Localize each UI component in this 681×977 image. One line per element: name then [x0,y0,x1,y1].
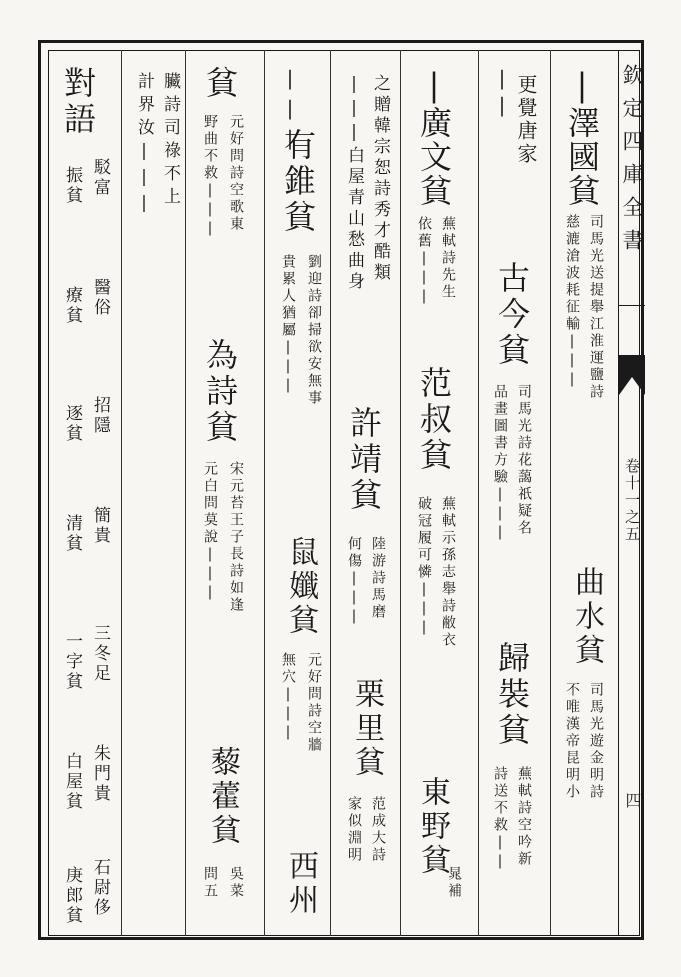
heading-word: 藜藿貧 [205,746,240,848]
annotation: 司馬光詩花藹祇疑名 [516,384,532,537]
column-text: 更覺唐家 [514,74,538,166]
text-column-2 [484,66,544,926]
banner-volume: 卷十一之五 [623,458,641,543]
annotation-text: 家似淵明 [346,796,362,864]
annotation: 陸游詩馬磨 [370,536,386,621]
text-column-5 [270,66,330,926]
pair-second: 一字貧 [62,632,82,692]
annotation-text: 貴累人猶屬||| [280,254,296,396]
heading-word: |廣文貧 [415,66,453,208]
column-divider [400,50,401,936]
pair-first: 醫俗 [90,278,110,318]
annotation: 蕪軾示孫志舉詩敝衣 [440,496,456,649]
annotation: 司馬光送提舉江淮運鹽詩 [588,214,604,401]
heading-word: 許靖貧 [345,406,383,514]
banner-title: 欽定四庫全書 [620,64,644,262]
text-column-6 [192,66,252,926]
annotation: 元好問詩空歌東 [228,114,244,233]
heading-word: 栗里貧 [349,678,384,780]
column-text: 臟詩司祿不上 [160,72,180,210]
annotation-text: 問五 [202,866,218,900]
heading-word: |澤國貧 [563,66,601,208]
column-text: ||| [278,66,302,156]
column-divider [264,50,265,936]
heading-word: 貧 [201,66,239,98]
text-column-4 [336,66,396,926]
annotation-text: 品畫圖書方驗||| [492,384,508,543]
banner-page-mark: 四 [623,792,642,808]
page-banner [618,50,645,936]
column-divider [478,50,479,936]
annotation: 劉迎詩卻掃欲安無事 [306,254,322,407]
annotation-text: 詩送不救|| [492,766,508,872]
column-text: || [490,66,514,120]
annotation: 蕪軾詩空吟新 [516,766,532,868]
heading-word: 為詩貧 [201,338,239,446]
annotation: 吳菜 [228,866,244,900]
column-divider [550,50,551,936]
pair-second: 庚郎貧 [62,866,82,926]
heading-word: 歸裝貧 [493,641,531,749]
annotation: 司馬光遊金明詩 [588,682,604,801]
pair-second: 療貧 [62,286,82,326]
pair-first: 駁富 [90,158,110,198]
annotation-text: 依舊||| [416,216,432,307]
heading-word: 西州 [283,850,318,918]
column-text: 之贈韓宗恕詩秀才酷類 [370,74,390,284]
pair-first: 朱門貴 [90,744,110,804]
column-divider [330,50,331,936]
text-column-7 [126,66,186,926]
annotation-text: 無穴||| [280,652,296,743]
column-divider [121,50,122,936]
heading-word: 有錐貧 [279,128,317,236]
annotation: 宋元苔王子長詩如逢 [228,461,244,614]
pair-first: 石尉侈 [90,858,110,918]
pair-second: 逐貧 [62,404,82,444]
annotation: 元好問詩空牆 [306,652,322,754]
text-column-3 [406,66,466,926]
annotation-text: 破冠履可憐||| [416,496,432,638]
annotation-text: 慈漉滄波耗征輸||| [564,214,580,390]
heading-word: 東野貧 [415,776,450,878]
annotation-text: 元白問莫說||| [202,461,218,603]
pair-first: 招隱 [90,396,110,436]
pair-first: 簡貴 [90,506,110,546]
column-text: 計界汝||| [134,72,154,219]
heading-word: 鼠孅貧 [283,536,318,638]
pair-second: 白屋貧 [62,752,82,812]
column-text: |||白屋青山愁曲身 [344,74,364,293]
heading-word: 對語 [59,66,97,138]
pair-first: 三冬足 [90,624,110,684]
heading-word: 古今貧 [493,261,531,369]
annotation: 晁補 [446,866,462,900]
banner-title-box [619,50,645,306]
annotation: 范成大詩 [370,796,386,864]
heading-word: 曲水貧 [569,566,604,668]
pair-second: 振貧 [62,166,82,206]
annotation-text: 不唯漢帝昆明小 [564,682,580,801]
annotation-text: 何傷||| [346,536,362,627]
heading-word: 范叔貧 [415,366,453,474]
annotation-text: 野曲不救||| [202,114,218,239]
fish-tail-icon [619,355,645,395]
text-column-8 [54,66,114,926]
pair-second: 清貧 [62,514,82,554]
text-column-1-lower [556,566,616,926]
annotation: 蕪軾詩先生 [440,216,456,301]
